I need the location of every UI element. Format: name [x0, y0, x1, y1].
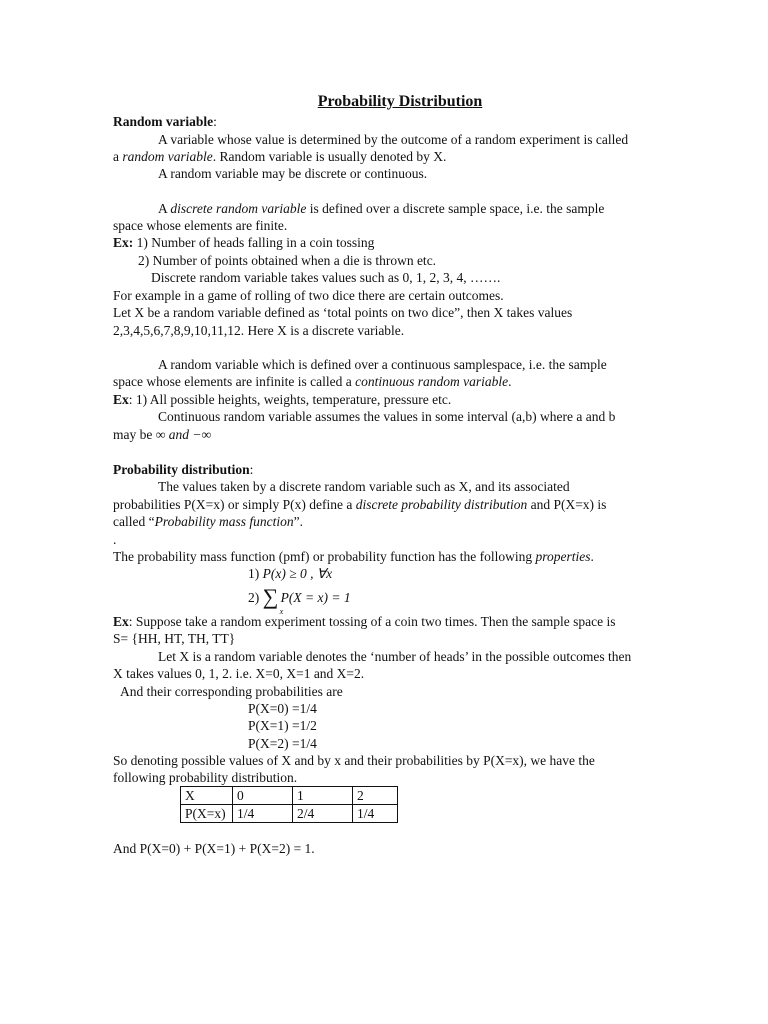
discrete-example-1: Ex: 1) Number of heads falling in a coin tossing — [113, 235, 375, 250]
pd-line-4: . — [113, 532, 117, 547]
page-title: Probability Distribution — [317, 93, 483, 110]
pd-example-6: P(X=0) =1/4 — [248, 701, 317, 716]
table-cell: 1 — [293, 787, 353, 805]
pd-example-9: So denoting possible values of X and by x and their probabilities by P(X=x), we have the — [113, 753, 595, 768]
table-row — [181, 805, 398, 823]
continuous-line-4: may be ∞ and −∞ — [113, 427, 212, 442]
pd-line-2: probabilities P(X=x) or simply P(x) define a discrete probability distribution and P(X=x) is — [113, 497, 607, 512]
section-heading-probability-distribution: Probability distribution: — [113, 462, 254, 477]
pd-line-5: The probability mass function (pmf) or probability function has the following properties. — [113, 549, 594, 564]
table-cell: 0 — [233, 787, 293, 805]
continuous-example: Ex: 1) All possible heights, weights, temperature, pressure etc. — [113, 392, 452, 407]
pd-example-10: following probability distribution. — [113, 770, 298, 785]
probability-distribution-table — [180, 786, 398, 823]
continuous-line-3: Continuous random variable assumes the values in some interval (a,b) where a and b — [158, 409, 616, 424]
final-statement: And P(X=0) + P(X=1) + P(X=2) = 1. — [113, 841, 315, 856]
discrete-line-3: Discrete random variable takes values such as 0, 1, 2, 3, 4, ……. — [151, 270, 501, 285]
discrete-example-2: 2) Number of points obtained when a die is thrown etc. — [138, 253, 437, 268]
section-heading-random-variable: Random variable: — [113, 114, 217, 129]
property-2: 2) ∑ x P(X = x) = 1 — [248, 584, 351, 616]
table-cell: P(X=x) — [181, 805, 233, 823]
rv-line-3: A random variable may be discrete or continuous. — [158, 166, 428, 181]
pd-example-7: P(X=1) =1/2 — [248, 718, 317, 733]
discrete-line-5: Let X be a random variable defined as ‘total points on two dice”, then X takes values — [113, 305, 573, 320]
pd-example-4: X takes values 0, 1, 2. i.e. X=0, X=1 and X=2. — [113, 666, 365, 681]
discrete-line-2: space whose elements are finite. — [113, 218, 288, 233]
rv-line-2: a random variable. Random variable is usually denoted by X. — [113, 149, 447, 164]
pd-line-1: The values taken by a discrete random variable such as X, and its associated — [158, 479, 570, 494]
table-cell: 1/4 — [353, 805, 398, 823]
continuous-line-1: A random variable which is defined over a continuous samplespace, i.e. the sample — [158, 357, 607, 372]
discrete-line-6: 2,3,4,5,6,7,8,9,10,11,12. Here X is a discrete variable. — [113, 323, 405, 338]
pd-line-3: called “Probability mass function”. — [113, 514, 303, 529]
table-cell: 2/4 — [293, 805, 353, 823]
pd-example-3: Let X is a random variable denotes the ‘number of heads’ in the possible outcomes then — [158, 649, 632, 664]
pd-example-2: S= {HH, HT, TH, TT} — [113, 631, 236, 646]
property-1: 1) P(x) ≥ 0 , ∀x — [248, 566, 333, 581]
pd-example-5: And their corresponding probabilities are — [120, 684, 343, 699]
discrete-line-4: For example in a game of rolling of two dice there are certain outcomes. — [113, 288, 504, 303]
sum-symbol-icon: ∑ — [262, 584, 279, 609]
table-row — [181, 787, 398, 805]
continuous-line-2: space whose elements are infinite is called a continuous random variable. — [113, 374, 512, 389]
table-cell: 1/4 — [233, 805, 293, 823]
table-cell: X — [181, 787, 233, 805]
discrete-line-1: A discrete random variable is defined over a discrete sample space, i.e. the sample — [158, 201, 605, 216]
table-cell: 2 — [353, 787, 398, 805]
pd-example-1: Ex: Suppose take a random experiment tossing of a coin two times. Then the sample space is — [113, 614, 616, 629]
rv-line-1: A variable whose value is determined by the outcome of a random experiment is called — [158, 132, 629, 147]
pd-example-8: P(X=2) =1/4 — [248, 736, 317, 751]
